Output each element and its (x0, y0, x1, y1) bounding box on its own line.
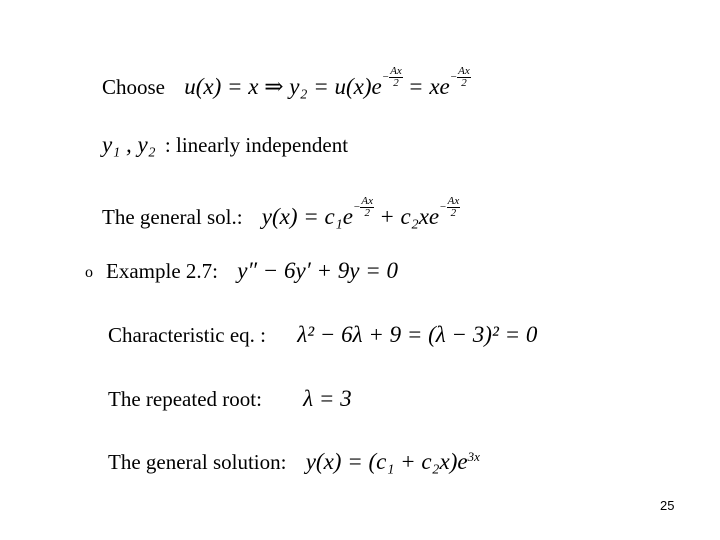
characteristic-line (108, 322, 537, 348)
general-solution-math: y(x) = (c₁ + c₂x)e (305, 449, 468, 474)
general-sol-math-b: + c₂xe (379, 204, 440, 230)
bullet-marker: o (85, 264, 93, 281)
general-solution-label: The general solution: (108, 450, 287, 474)
exponent-fraction-4: − $\frac{Ax}{2}$ (439, 195, 460, 219)
example-line (106, 258, 398, 284)
exponent-fraction-2: − $\frac{Ax}{2}$ (449, 65, 470, 89)
general-sol-math-a: y(x) = c₁e (261, 204, 353, 230)
page-number: 25 (660, 498, 675, 513)
characteristic-label: Characteristic eq. : (108, 323, 267, 347)
general-sol-label: The general sol.: (102, 205, 243, 230)
repeated-root-line (108, 386, 352, 412)
independence-text: : linearly independent (164, 133, 349, 157)
exponent-fraction: − $\frac{Ax}{2}$ (381, 65, 402, 89)
example-label: Example 2.7: (106, 259, 218, 283)
choose-math: u(x) = x ⇒ y₂ = u(x)e (184, 74, 382, 100)
choose-math-2: = xe (408, 74, 450, 100)
y1-y2: y₁ , y₂ (102, 132, 156, 157)
choose-label: Choose (102, 75, 165, 100)
choose-line (102, 66, 471, 100)
general-sol-line (102, 196, 460, 230)
repeated-root-label: The repeated root: (108, 387, 262, 411)
repeated-root-math: λ = 3 (303, 386, 352, 411)
characteristic-math: λ² − 6λ + 9 = (λ − 3)² = 0 (297, 322, 538, 347)
exponent-fraction-3: − $\frac{Ax}{2}$ (352, 195, 373, 219)
general-solution-line (108, 449, 480, 475)
solution-exponent: 3x (467, 449, 480, 464)
independence-line (102, 132, 348, 158)
example-math: y″ − 6y′ + 9y = 0 (237, 258, 399, 283)
